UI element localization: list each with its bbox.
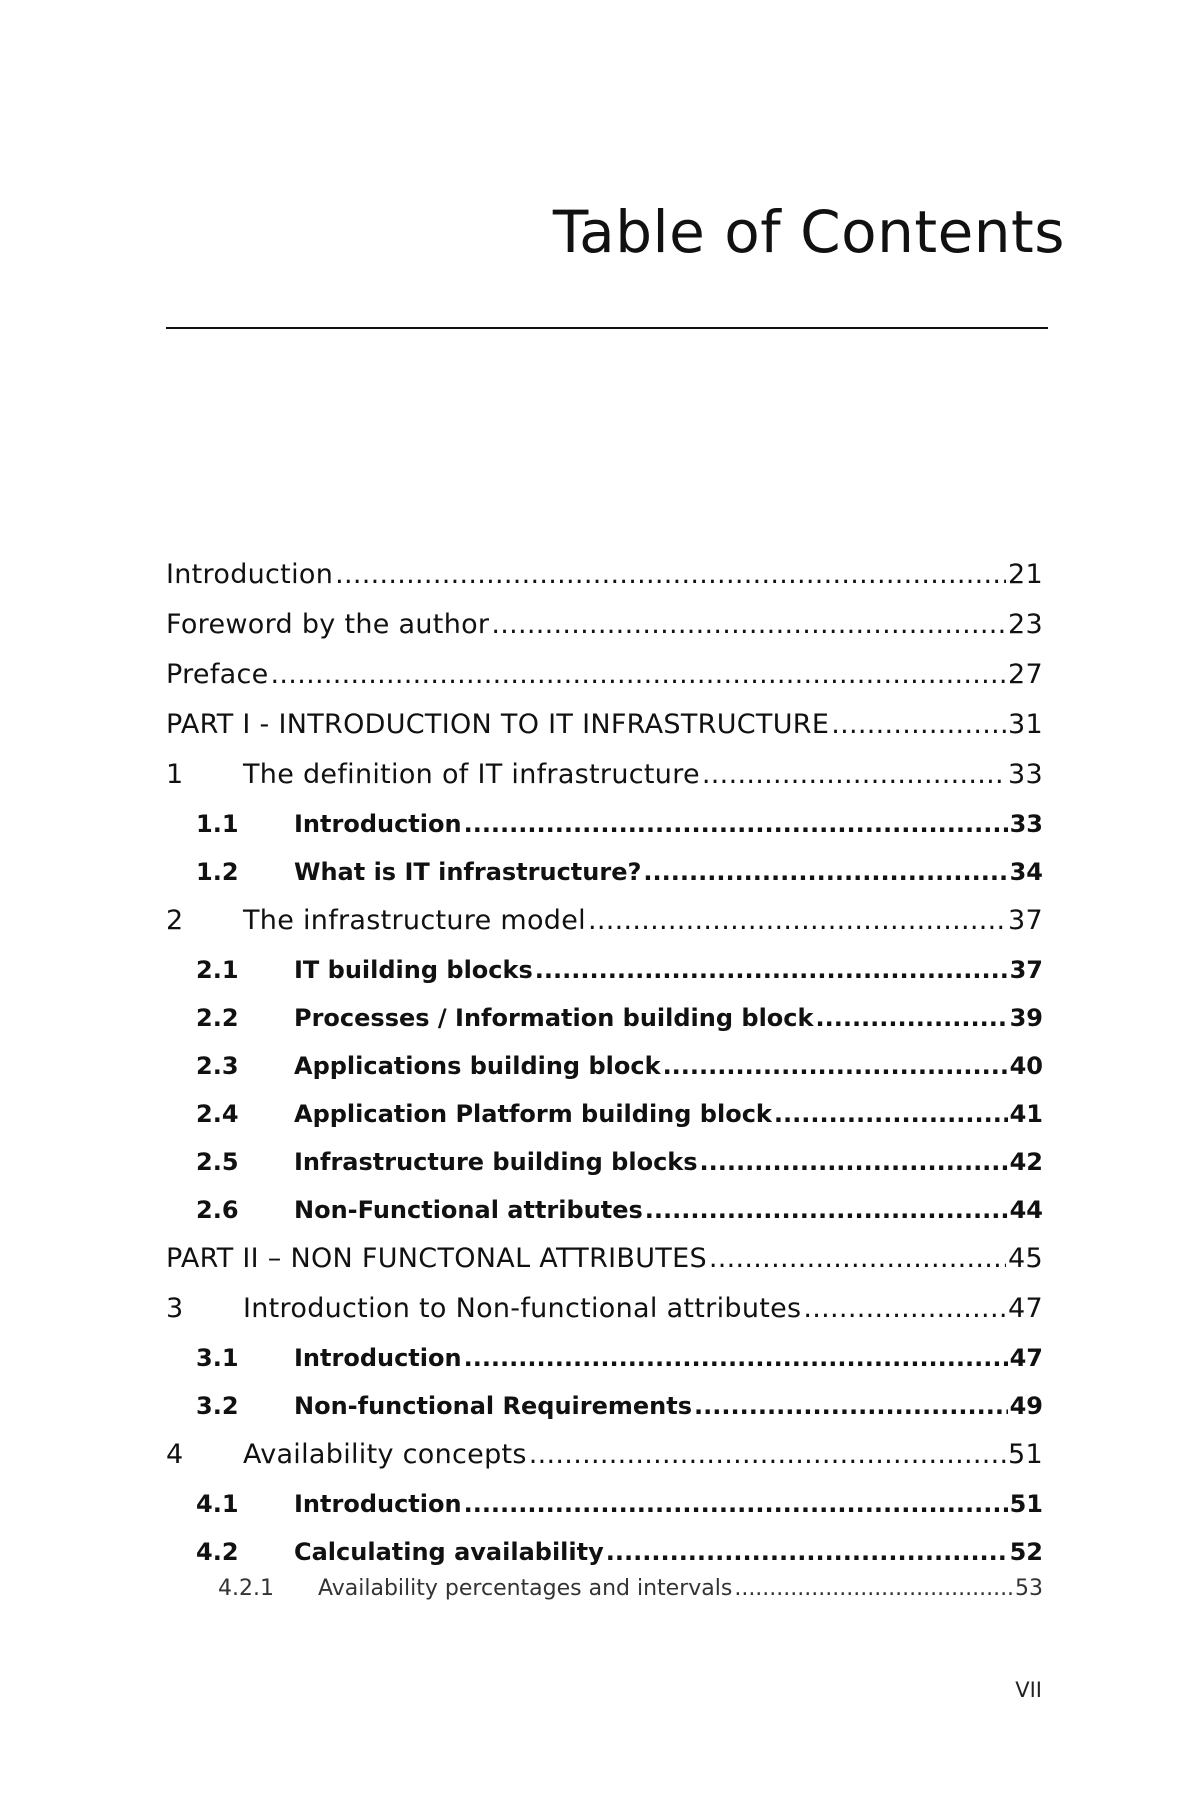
toc-entry[interactable] (166, 853, 1043, 901)
title-divider (166, 327, 1048, 329)
dot-leader (464, 1339, 1008, 1377)
toc-entry[interactable] (166, 805, 1043, 853)
toc-entry-number: 3.1 (196, 1344, 239, 1372)
toc-entry-page: 41 (1009, 1100, 1043, 1128)
page-number: VII (1015, 1678, 1042, 1702)
toc-entry-number: 2.2 (196, 1004, 239, 1032)
toc-entry-page: 44 (1009, 1196, 1043, 1224)
dot-leader (588, 901, 1006, 941)
dot-leader (643, 853, 1007, 891)
toc-entry-page: 40 (1009, 1052, 1043, 1080)
toc-entry-page: 45 (1008, 1243, 1043, 1274)
toc-entry-page: 53 (1015, 1576, 1043, 1601)
toc-entry-number: 4.2.1 (218, 1576, 274, 1601)
toc-entry-number: 2 (166, 905, 184, 936)
toc-entry-number: 1.1 (196, 810, 239, 838)
dot-leader (529, 1435, 1006, 1475)
dot-leader (709, 1239, 1006, 1279)
table-of-contents (166, 555, 1043, 1609)
toc-entry[interactable] (166, 1485, 1043, 1533)
toc-entry-title: Introduction (294, 1490, 462, 1518)
dot-leader (335, 555, 1006, 595)
toc-entry-title: Introduction to Non-functional attributes (243, 1293, 802, 1324)
toc-entry[interactable] (166, 951, 1043, 999)
toc-entry-number: 4.1 (196, 1490, 239, 1518)
toc-entry-page: 37 (1009, 956, 1043, 984)
toc-entry-page: 34 (1009, 858, 1043, 886)
toc-entry-title: Foreword by the author (166, 609, 490, 640)
toc-entry[interactable] (166, 655, 1043, 705)
toc-entry[interactable] (166, 1239, 1043, 1289)
toc-entry-title: Non-functional Requirements (294, 1392, 693, 1420)
toc-entry-number: 2.6 (196, 1196, 239, 1224)
toc-entry-page: 37 (1008, 905, 1043, 936)
toc-entry-title: Availability concepts (243, 1439, 527, 1470)
toc-entry-page: 31 (1008, 709, 1043, 740)
toc-entry-title: The infrastructure model (243, 905, 586, 936)
dot-leader (606, 1533, 1008, 1571)
toc-entry-number: 3 (166, 1293, 184, 1324)
toc-entry-title: Applications building block (294, 1052, 661, 1080)
toc-entry-page: 39 (1009, 1004, 1043, 1032)
toc-entry[interactable] (166, 705, 1043, 755)
dot-leader (491, 605, 1006, 645)
toc-entry-page: 33 (1008, 759, 1043, 790)
toc-entry-number: 3.2 (196, 1392, 239, 1420)
toc-entry[interactable] (166, 1143, 1043, 1191)
toc-entry-number: 2.3 (196, 1052, 239, 1080)
toc-entry-page: 21 (1008, 559, 1043, 590)
toc-entry[interactable] (166, 999, 1043, 1047)
toc-entry[interactable] (166, 1435, 1043, 1485)
dot-leader (535, 951, 1008, 989)
dot-leader (271, 655, 1006, 695)
toc-entry-title: Introduction (294, 1344, 462, 1372)
toc-entry-title: The definition of IT infrastructure (243, 759, 700, 790)
toc-entry-title: Processes / Information building block (294, 1004, 814, 1032)
toc-entry[interactable] (166, 555, 1043, 605)
toc-entry-number: 2.5 (196, 1148, 239, 1176)
dot-leader (464, 1485, 1008, 1523)
toc-entry-title: PART I - INTRODUCTION TO IT INFRASTRUCTURE (166, 709, 830, 740)
dot-leader (694, 1387, 1008, 1425)
toc-entry-title: What is IT infrastructure? (294, 858, 642, 886)
toc-entry-title: Introduction (166, 559, 334, 590)
toc-entry-page: 42 (1009, 1148, 1043, 1176)
dot-leader (774, 1095, 1008, 1133)
toc-entry[interactable] (166, 1047, 1043, 1095)
toc-entry-page: 23 (1008, 609, 1043, 640)
toc-entry-number: 1.2 (196, 858, 239, 886)
toc-entry-title: Infrastructure building blocks (294, 1148, 698, 1176)
toc-entry-page: 52 (1009, 1538, 1043, 1566)
toc-entry-number: 4.2 (196, 1538, 239, 1566)
toc-entry-page: 27 (1008, 659, 1043, 690)
dot-leader (700, 1143, 1008, 1181)
toc-entry-number: 2.1 (196, 956, 239, 984)
toc-entry[interactable] (166, 901, 1043, 951)
dot-leader (815, 999, 1007, 1037)
toc-entry-title: Introduction (294, 810, 462, 838)
toc-entry[interactable] (166, 1289, 1043, 1339)
toc-entry-page: 47 (1008, 1293, 1043, 1324)
toc-entry-title: Non-Functional attributes (294, 1196, 643, 1224)
toc-entry-number: 4 (166, 1439, 184, 1470)
page-title: Table of Contents (552, 198, 1065, 266)
toc-entry-title: Calculating availability (294, 1538, 604, 1566)
dot-leader (702, 755, 1006, 795)
toc-entry[interactable] (166, 1095, 1043, 1143)
dot-leader (803, 1289, 1006, 1329)
dot-leader (663, 1047, 1008, 1085)
toc-entry-title: Preface (166, 659, 269, 690)
toc-entry-title: Availability percentages and intervals (318, 1576, 733, 1601)
toc-entry-title: PART II – NON FUNCTONAL ATTRIBUTES (166, 1243, 707, 1274)
dot-leader (734, 1575, 1013, 1603)
toc-entry[interactable] (166, 1533, 1043, 1581)
toc-entry-page: 51 (1008, 1439, 1043, 1470)
toc-entry-title: Application Platform building block (294, 1100, 772, 1128)
toc-entry-page: 49 (1009, 1392, 1043, 1420)
toc-entry[interactable] (166, 1339, 1043, 1387)
toc-entry-number: 2.4 (196, 1100, 239, 1128)
toc-entry-page: 47 (1009, 1344, 1043, 1372)
toc-entry-title: IT building blocks (294, 956, 533, 984)
toc-entry-page: 51 (1009, 1490, 1043, 1518)
dot-leader (645, 1191, 1008, 1229)
toc-entry[interactable] (166, 1191, 1043, 1239)
toc-entry[interactable] (166, 1575, 1043, 1609)
dot-leader (831, 705, 1006, 745)
toc-entry[interactable] (166, 605, 1043, 655)
toc-entry[interactable] (166, 1387, 1043, 1435)
toc-entry[interactable] (166, 755, 1043, 805)
dot-leader (464, 805, 1008, 843)
toc-entry-page: 33 (1009, 810, 1043, 838)
toc-entry-number: 1 (166, 759, 184, 790)
